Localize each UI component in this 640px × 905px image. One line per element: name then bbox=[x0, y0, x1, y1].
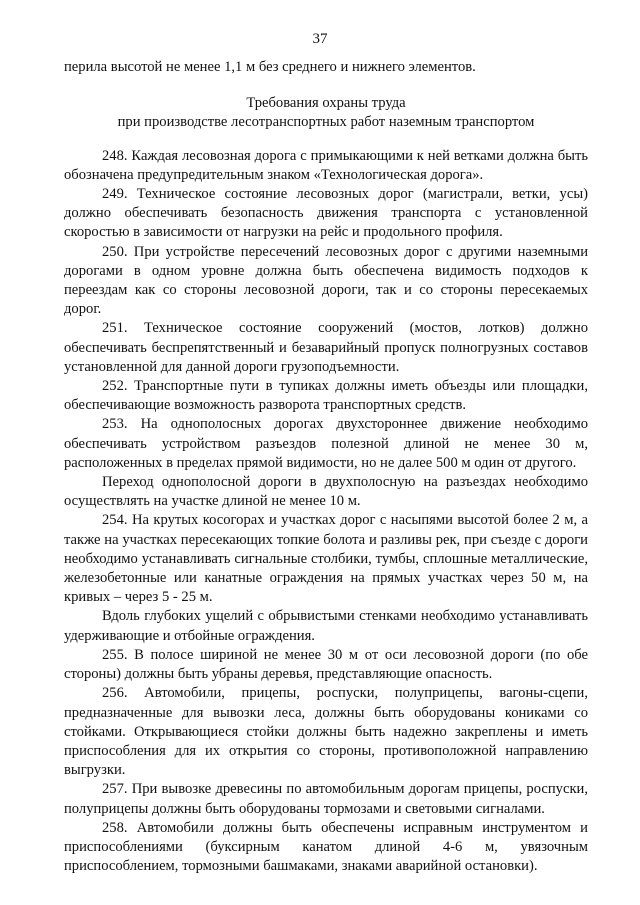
paragraph-253: 253. На однополосных дорогах двухстороннее движение необходимо обеспечивать устройством разъездов полезной длиной не менее 30 м, расположенных в пределах прямой видимости, но не далее 500 м один от другого. bbox=[64, 416, 588, 471]
paragraph-257: 257. При вывозке древесины по автомобильным дорогам прицепы, роспуски, полуприцепы должны быть оборудованы тормозами и световыми сигналами. bbox=[64, 781, 588, 817]
section-heading bbox=[64, 94, 588, 132]
paragraph-253-continuation: Переход однополосной дороги в двухполосную на разъездах необходимо осуществлять на участке длиной не менее 10 м. bbox=[64, 474, 588, 510]
intro-line: перила высотой не менее 1,1 м без среднего и нижнего элементов. bbox=[64, 59, 476, 75]
paragraph-249: 249. Техническое состояние лесовозных дорог (магистрали, ветки, усы) должно обеспечивать безопасность движения транспорта с установленной скоростью в зависимости от нагрузки на рейс и продольного профиля. bbox=[64, 186, 588, 241]
paragraph-250: 250. При устройстве пересечений лесовозных дорог с другими наземными дорогами в одном уровне должна быть обеспечена видимость подходов к переездам как со стороны лесовозной дороги, так и со стороны пересекаемых дорог. bbox=[64, 243, 588, 318]
document-body bbox=[64, 58, 588, 876]
paragraph-252: 252. Транспортные пути в тупиках должны иметь объезды или площадки, обеспечивающие возможность разворота транспортных средств. bbox=[64, 378, 588, 414]
paragraph-254-continuation: Вдоль глубоких ущелий с обрывистыми стенками необходимо устанавливать удерживающие и отбойные ограждения. bbox=[64, 608, 588, 644]
paragraph-251: 251. Техническое состояние сооружений (мостов, лотков) должно обеспечивать беспрепятственный и безаварийный пропуск полногрузных составов установленной для данной дороги грузоподъемности. bbox=[64, 320, 588, 375]
page-number: 37 bbox=[312, 31, 328, 47]
paragraph-254: 254. На крутых косогорах и участках дорог с насыпями высотой более 2 м, а также на участках пересекающих топкие болота и разливы рек, при съезде с дороги необходимо устанавливать сигнальные столбики, тумбы, сплошные металлические, железобетонные или канатные ограждения на прямых участках через 50 м, на кривых – через 5 - 25 м. bbox=[64, 512, 588, 606]
paragraph-248: 248. Каждая лесовозная дорога с примыкающими к ней ветками должна быть обозначена предупредительным знаком «Технологическая дорога». bbox=[64, 147, 588, 183]
paragraph-255: 255. В полосе шириной не менее 30 м от оси лесовозной дороги (по обе стороны) должны быть убраны деревья, представляющие опасность. bbox=[64, 646, 588, 683]
section-heading-line-1: Требования охраны труда bbox=[246, 95, 406, 112]
paragraph-258: 258. Автомобили должны быть обеспечены исправным инструментом и приспособлениями (буксирным канатом длиной 4-6 м, увязочным приспособлением, тормозными башмаками, знаками аварийной остановки). bbox=[64, 819, 588, 875]
section-heading-line-2: при производстве лесотранспортных работ наземным транспортом bbox=[117, 114, 535, 131]
paragraph-256: 256. Автомобили, прицепы, роспуски, полуприцепы, вагоны-сцепи, предназначенные для вывозки леса, должны быть оборудованы кониками со стойками. Открывающиеся стойки должны быть надежно закреплены и иметь приспособления для их открытия со стороны, противоположной направлению выгрузки. bbox=[64, 685, 588, 779]
